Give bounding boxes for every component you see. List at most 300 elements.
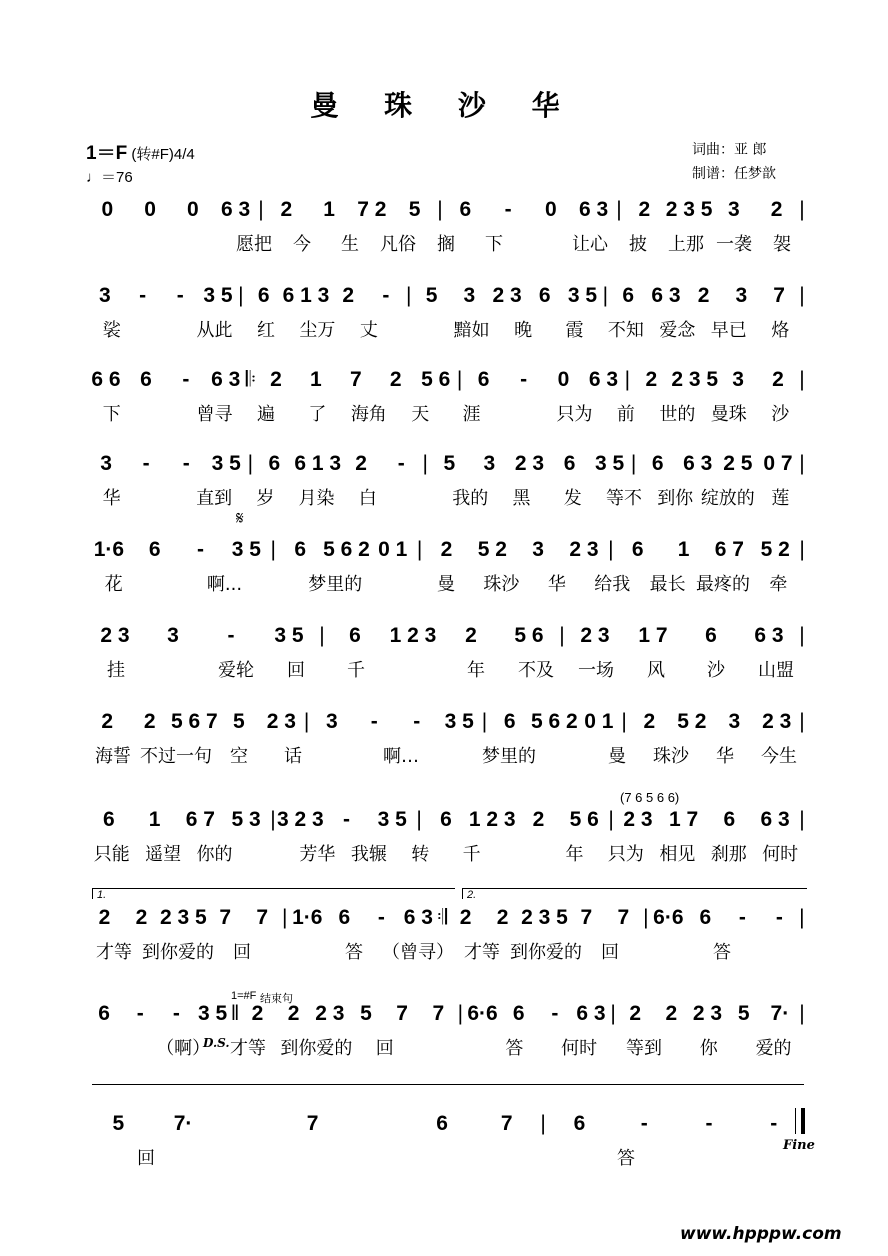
barline: |	[799, 284, 805, 307]
lyric: 袈	[773, 234, 791, 255]
note: 7	[396, 1002, 408, 1025]
lyric: 最长	[649, 574, 686, 595]
barline: |	[799, 538, 805, 561]
barline: |	[457, 1002, 464, 1025]
note: 0	[545, 198, 557, 221]
note: 6 3	[683, 452, 713, 475]
lyric: 到你爱的	[510, 942, 582, 963]
lyric: 曾寻	[196, 404, 233, 425]
note: 7	[773, 284, 785, 307]
note: 6	[477, 368, 490, 391]
lyric: 最疼的	[695, 574, 750, 595]
note: 2 3	[100, 624, 130, 647]
note: 3	[483, 452, 496, 475]
note: 5	[425, 284, 438, 307]
lyric: 千	[347, 660, 365, 681]
note: 6 7	[714, 538, 744, 561]
note: 2	[101, 710, 114, 733]
lyric: 到你爱的	[280, 1038, 353, 1059]
phrase-line	[92, 1084, 804, 1085]
lyric: 曼	[608, 746, 626, 767]
volta-2: 2.	[462, 888, 807, 899]
note: 3	[99, 284, 111, 307]
notes-line	[86, 622, 806, 650]
note: 3 2 3	[276, 808, 324, 831]
note: 6	[503, 710, 516, 733]
note: 2 3	[762, 710, 792, 733]
barline: |	[630, 452, 637, 475]
note: 5	[233, 710, 245, 733]
lyric: 沙	[707, 660, 725, 681]
note: 3 5	[377, 808, 407, 831]
lyrics-line	[86, 656, 806, 682]
lyric: 相见	[659, 844, 696, 865]
note: 6 3	[576, 1002, 606, 1025]
ds-marking: D.S.	[203, 1036, 230, 1050]
note: 6	[512, 1002, 525, 1025]
lyrics-line	[86, 570, 806, 596]
note: 6	[573, 1112, 586, 1135]
lyric: 答	[713, 942, 731, 963]
note: 1	[323, 198, 335, 221]
barline: ‖	[230, 1002, 240, 1025]
note: 3 5	[231, 538, 261, 561]
lyric: （啊）	[156, 1038, 211, 1059]
note: 3	[325, 710, 338, 733]
barline: |	[422, 452, 428, 475]
note: 6	[459, 198, 472, 221]
barline: |	[799, 808, 805, 831]
note: -	[382, 284, 390, 307]
note: 6 1 3	[294, 452, 342, 475]
lyric: 遍	[256, 404, 275, 425]
key-signature	[86, 138, 195, 165]
lyric: 等到	[625, 1038, 662, 1059]
note: 6 3	[403, 906, 433, 929]
lyric: 回	[137, 1148, 155, 1169]
note: 6	[436, 1112, 448, 1135]
lyrics-line	[86, 316, 806, 342]
lyric: 裟	[102, 320, 121, 341]
ending-phrase-label: 结束句	[260, 993, 293, 1005]
notes-line	[86, 366, 806, 394]
volta-1: 1.	[92, 888, 455, 899]
score-row	[86, 904, 806, 964]
barline: |	[643, 906, 649, 929]
note: 6 1 3	[282, 284, 330, 307]
score-row	[86, 282, 806, 342]
note: 6	[440, 808, 452, 831]
lyric: 爱的	[755, 1038, 792, 1059]
lyric: 答	[617, 1148, 635, 1169]
lyric: 披	[629, 234, 647, 255]
note: 5	[408, 198, 421, 221]
lyric: 给我	[594, 574, 631, 595]
lyric: 华	[547, 574, 566, 595]
notes-line	[86, 196, 806, 224]
lyric: 从此	[196, 320, 233, 341]
note: 5 6 2	[323, 538, 370, 561]
barline: |	[270, 538, 276, 561]
note: 2	[355, 452, 367, 475]
lyric: 回	[375, 1038, 394, 1059]
note: 1·6	[93, 538, 125, 561]
lyric: 晚	[514, 320, 533, 341]
note: 2	[697, 284, 710, 307]
lyric: 到你爱的	[142, 942, 214, 963]
lyric: 白	[358, 488, 377, 509]
lyrics-line	[86, 840, 806, 866]
note: -	[551, 1002, 559, 1025]
lyrics-line	[86, 400, 806, 426]
note: 3 5	[203, 284, 233, 307]
notes-line	[86, 282, 806, 310]
score-row	[86, 1110, 806, 1170]
barline: |	[624, 368, 631, 391]
barline: |	[799, 906, 805, 929]
lyric: 转	[411, 844, 430, 865]
note: 2 3 5	[665, 198, 713, 221]
note: 2	[143, 710, 156, 733]
note: 0 7	[763, 452, 793, 475]
lyric: 沙	[771, 404, 790, 425]
note: 2 3	[569, 538, 599, 561]
score-row	[86, 196, 806, 256]
note: 6 3	[651, 284, 681, 307]
lyric: 绽放的	[700, 488, 755, 509]
note: 2	[389, 368, 402, 391]
note: 2	[280, 198, 293, 221]
lyric: 尘万	[299, 320, 336, 341]
barline: 𝄇	[436, 906, 448, 929]
note: -	[343, 808, 351, 831]
note: 2 3	[580, 624, 610, 647]
note: 6	[622, 284, 635, 307]
lyric: 啊…	[383, 746, 419, 767]
note: 2	[342, 284, 355, 307]
note: -	[142, 452, 150, 475]
note: 1 7	[669, 808, 699, 831]
lyric: 烙	[771, 320, 790, 341]
note: 2 3	[266, 710, 296, 733]
note: -	[738, 906, 746, 929]
note: 6	[294, 538, 306, 561]
lyric: 珠沙	[483, 574, 520, 595]
lyric: 只为	[607, 844, 644, 865]
lyric: 不过一句	[140, 746, 212, 767]
note: 2	[287, 1002, 300, 1025]
lyric: 答	[345, 942, 363, 963]
lyric: 凡俗	[380, 234, 416, 255]
lyric: 年	[565, 844, 584, 865]
note: -	[377, 906, 385, 929]
lyric: 我辗	[350, 844, 387, 865]
lyric: 山盟	[758, 660, 794, 681]
barline: 𝄆	[245, 368, 256, 391]
lyric: 今	[293, 234, 311, 255]
note: 2 3 5	[160, 906, 207, 929]
note: -	[370, 710, 378, 733]
barline: |	[319, 624, 325, 647]
barline: |	[608, 808, 614, 831]
note: 2	[645, 368, 658, 391]
note: 6 3	[588, 368, 619, 391]
notes-line	[86, 1110, 806, 1138]
note: 3	[732, 368, 744, 391]
lyric: 不及	[518, 660, 554, 681]
barline: |	[621, 710, 627, 733]
barline: |	[456, 368, 463, 391]
lyric: 风	[647, 660, 665, 681]
lyric: 只为	[556, 404, 593, 425]
note: 2	[459, 906, 472, 929]
note: -	[227, 624, 235, 647]
site-watermark: www.hpppw.com	[680, 1224, 842, 1244]
lyric: 刹那	[710, 844, 747, 865]
barline: |	[282, 906, 288, 929]
note: 6 3	[211, 368, 241, 391]
note: 1 7	[638, 624, 668, 647]
note: -	[397, 452, 405, 475]
note: -	[136, 1002, 144, 1025]
note: -	[413, 710, 421, 733]
notes-line	[86, 806, 806, 834]
note: 0	[187, 198, 199, 221]
note: 1 2 3	[468, 808, 516, 831]
barline: |	[799, 1002, 805, 1025]
note: -	[520, 368, 528, 391]
barline: |	[437, 198, 443, 221]
lyric: 上那	[668, 234, 704, 255]
note: 7	[219, 906, 232, 929]
lyric: 海誓	[95, 746, 131, 767]
note: 0	[557, 368, 570, 391]
note: 2	[496, 906, 509, 929]
note: 6	[98, 1002, 110, 1025]
barline: |	[608, 538, 614, 561]
note: 3	[735, 284, 748, 307]
note: 6	[563, 452, 576, 475]
note: 5 2	[677, 710, 707, 733]
note: 3 5	[595, 452, 625, 475]
note: 6 3	[760, 808, 790, 831]
note: 5 6	[569, 808, 599, 831]
lyric: 遥望	[145, 844, 182, 865]
note: 6 3	[221, 198, 251, 221]
note: 6	[723, 808, 736, 831]
note: 1	[677, 538, 690, 561]
lyric: 海角	[350, 404, 387, 425]
note: -	[182, 452, 190, 475]
lyric: 不知	[607, 320, 644, 341]
lyric: 珠沙	[653, 746, 689, 767]
lyric: 岁	[256, 488, 275, 509]
lyric: 丈	[359, 320, 378, 341]
score-row	[86, 536, 806, 596]
note: 6 7	[185, 808, 215, 831]
lyric: （曾寻）	[382, 942, 454, 963]
lyric: 花	[104, 574, 123, 595]
lyric: 涯	[462, 404, 481, 425]
lyrics-line	[86, 230, 806, 256]
lyric: 芳华	[299, 844, 336, 865]
barline: |	[258, 198, 264, 221]
note: 2 3	[514, 452, 545, 475]
lyric: 你的	[196, 844, 233, 865]
lyric: 才等	[96, 942, 132, 963]
note: 3	[728, 198, 740, 221]
lyric: 月染	[298, 488, 335, 509]
lyric: 你	[699, 1038, 718, 1059]
note: 1 2 3	[389, 624, 437, 647]
note: 6·6	[653, 906, 684, 929]
lyric: 才等	[229, 1038, 266, 1059]
lyric: 黑	[512, 488, 531, 509]
note: 0 1	[378, 538, 408, 561]
transcriber: 制谱：任梦歆	[692, 166, 776, 182]
barline: |	[799, 452, 805, 475]
note: 6	[705, 624, 717, 647]
notes-line	[86, 904, 806, 932]
note: 6	[338, 906, 351, 929]
note: 7·	[770, 1002, 790, 1025]
note: -	[775, 906, 783, 929]
note: 7	[306, 1112, 319, 1135]
lyrics-line	[86, 1144, 806, 1170]
note: 6	[257, 284, 270, 307]
note: 0	[101, 198, 114, 221]
note: 7 2	[357, 198, 387, 221]
note: -	[172, 1002, 180, 1025]
barline: |	[416, 538, 423, 561]
song-title: 曼 珠 沙 华	[310, 89, 578, 122]
lyric: 早已	[710, 320, 747, 341]
note: 2	[629, 1002, 642, 1025]
note: 6 3	[754, 624, 784, 647]
note: 2 3	[623, 808, 653, 831]
lyric: 霞	[565, 320, 584, 341]
lyric: 只能	[93, 844, 130, 865]
lyric: 话	[284, 746, 302, 767]
lyric: 回	[287, 660, 305, 681]
barline: |	[799, 710, 805, 733]
note: 2	[770, 198, 783, 221]
note: 5 6	[421, 368, 451, 391]
note: 0 1	[584, 710, 614, 733]
note: 5	[443, 452, 456, 475]
note: -	[176, 284, 184, 307]
score-row	[86, 806, 806, 866]
note: 3 5	[274, 624, 304, 647]
final-barline	[795, 1108, 805, 1134]
note: 7	[349, 368, 362, 391]
lyric: 回	[233, 942, 251, 963]
note: 2	[532, 808, 545, 831]
note: 2 5	[723, 452, 753, 475]
score-row	[86, 708, 806, 768]
note: 2	[440, 538, 453, 561]
note: 6 6	[91, 368, 121, 391]
note: 7·	[173, 1112, 193, 1135]
note: -	[504, 198, 512, 221]
note: 0	[144, 198, 156, 221]
lyric: 了	[308, 404, 327, 425]
ornament-notes: (7 6 5 6 6)	[620, 790, 680, 805]
note: 3 5	[198, 1002, 228, 1025]
score-row	[86, 1000, 806, 1060]
note: 6	[699, 906, 712, 929]
note: 2	[638, 198, 651, 221]
note: 3 5	[211, 452, 241, 475]
lyricist-composer: 词曲：亚 郎	[692, 142, 767, 158]
lyric: 今生	[761, 746, 797, 767]
lyric: 世的	[659, 404, 696, 425]
note: 1·6	[292, 906, 323, 929]
fine-marking: Fine	[783, 1138, 815, 1153]
lyric: 红	[256, 320, 275, 341]
note: -	[182, 368, 190, 391]
lyric: 我的	[452, 488, 489, 509]
note: 2	[135, 906, 148, 929]
lyric: 等不	[605, 488, 642, 509]
lyric: 啊...	[206, 574, 243, 595]
note: 5	[112, 1112, 125, 1135]
note: 6	[538, 284, 551, 307]
note: 6 3	[579, 198, 609, 221]
barline: |	[270, 808, 276, 831]
lyrics-line	[86, 1034, 806, 1060]
lyric: 前	[616, 404, 635, 425]
note: 2	[772, 368, 784, 391]
lyric: 曼珠	[710, 404, 747, 425]
lyrics-line	[86, 742, 806, 768]
barline: |	[799, 624, 805, 647]
lyric: 爱念	[659, 320, 696, 341]
barline: |	[799, 368, 805, 391]
lyric: 空	[230, 746, 248, 767]
lyric: 让心	[572, 234, 608, 255]
lyric: 天	[411, 404, 430, 425]
lyric: 梦里的	[482, 746, 536, 767]
lyric: 下	[485, 234, 503, 255]
note: 5 6 2	[530, 710, 578, 733]
note: 2 3 5	[521, 906, 568, 929]
note: 5 6	[514, 624, 544, 647]
barline: |	[610, 1002, 616, 1025]
key-label: 1＝F	[86, 143, 128, 164]
note: -	[197, 538, 205, 561]
lyric: 挂	[107, 660, 125, 681]
lyric: 莲	[771, 488, 790, 509]
note: 2	[98, 906, 111, 929]
barline: |	[799, 198, 805, 221]
score-row	[86, 366, 806, 426]
note: 3	[463, 284, 476, 307]
note: 7	[432, 1002, 445, 1025]
note: 3	[532, 538, 544, 561]
note: 6	[148, 538, 161, 561]
lyric: 发	[563, 488, 582, 509]
lyric: 直到	[196, 488, 233, 509]
note: 5	[360, 1002, 372, 1025]
barline: |	[616, 198, 622, 221]
note: 5 6 7	[170, 710, 218, 733]
note: 7	[256, 906, 269, 929]
barline: |	[303, 710, 310, 733]
lyric: 何时	[762, 844, 799, 865]
lyric: 千	[462, 844, 481, 865]
note: 5	[737, 1002, 750, 1025]
